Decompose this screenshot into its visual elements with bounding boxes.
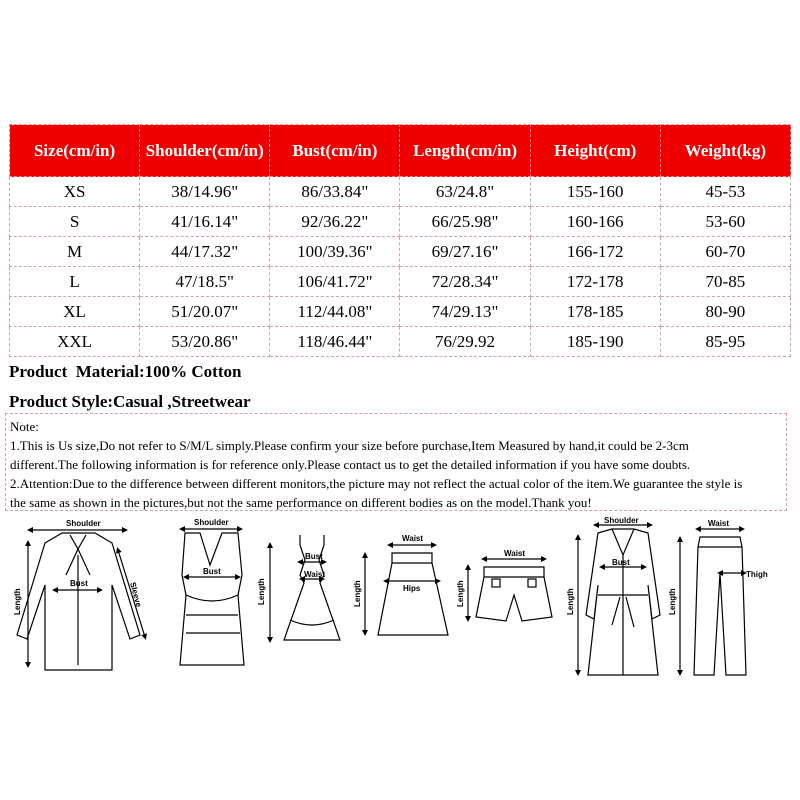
cell-length: 76/29.92 bbox=[400, 327, 530, 357]
cell-weight: 70-85 bbox=[660, 267, 790, 297]
cell-bust: 118/46.44" bbox=[270, 327, 400, 357]
table-header-row bbox=[10, 125, 791, 177]
cell-size: XL bbox=[10, 297, 140, 327]
cell-shoulder: 51/20.07" bbox=[140, 297, 270, 327]
cell-length: 72/28.34" bbox=[400, 267, 530, 297]
cell-size: M bbox=[10, 237, 140, 267]
pants-illustration bbox=[680, 529, 746, 675]
cell-weight: 45-53 bbox=[660, 177, 790, 207]
table-row bbox=[10, 327, 791, 357]
cell-height: 160-166 bbox=[530, 207, 660, 237]
cell-height: 166-172 bbox=[530, 237, 660, 267]
coat-illustration bbox=[578, 525, 660, 675]
vest-shoulder-label: Shoulder bbox=[194, 518, 229, 527]
header-height: Height(cm) bbox=[530, 125, 660, 177]
cell-shoulder: 53/20.86" bbox=[140, 327, 270, 357]
garment-diagrams bbox=[0, 515, 800, 685]
header-length: Length(cm/in) bbox=[400, 125, 530, 177]
header-weight: Weight(kg) bbox=[660, 125, 790, 177]
skirt-waist-label: Waist bbox=[402, 534, 424, 543]
size-chart-table bbox=[9, 124, 791, 357]
table-row bbox=[10, 177, 791, 207]
note-title: Note: bbox=[10, 419, 39, 434]
cell-bust: 100/39.36" bbox=[270, 237, 400, 267]
vest-illustration bbox=[180, 529, 244, 665]
table-row bbox=[10, 207, 791, 237]
cell-height: 185-190 bbox=[530, 327, 660, 357]
cell-size: L bbox=[10, 267, 140, 297]
note-line: 2.Attention:Due to the difference between different monitors,the picture may not reflect the actual color of the item.We guarantee the style is bbox=[10, 476, 743, 491]
note-line: different.The following information is for reference only.Please contact us to get the detailed information if you have some doubts. bbox=[10, 457, 691, 472]
cell-size: XXL bbox=[10, 327, 140, 357]
cell-size: XS bbox=[10, 177, 140, 207]
coat-shoulder-label: Shoulder bbox=[604, 516, 639, 525]
cell-shoulder: 44/17.32" bbox=[140, 237, 270, 267]
shorts-illustration bbox=[468, 559, 552, 621]
cell-weight: 60-70 bbox=[660, 237, 790, 267]
cell-length: 69/27.16" bbox=[400, 237, 530, 267]
shirt-illustration bbox=[17, 530, 145, 670]
vest-bust-label: Bust bbox=[203, 567, 221, 576]
pants-length-label: Length bbox=[668, 588, 677, 615]
header-shoulder: Shoulder(cm/in) bbox=[140, 125, 270, 177]
note-line: the same as shown in the pictures,but not the same performance on different bodies as on the model.Thank you! bbox=[10, 495, 592, 510]
shirt-shoulder-label: Shoulder bbox=[66, 519, 101, 528]
measurement-illustrations bbox=[0, 515, 800, 685]
dress-length-label: Length bbox=[257, 578, 266, 605]
table-row bbox=[10, 297, 791, 327]
product-style: Product Style:Casual ,Streetwear bbox=[9, 392, 251, 411]
shirt-sleeve-label: Sleeve bbox=[128, 581, 144, 609]
cell-bust: 86/33.84" bbox=[270, 177, 400, 207]
note-box bbox=[5, 413, 787, 511]
cell-bust: 106/41.72" bbox=[270, 267, 400, 297]
header-size: Size(cm/in) bbox=[10, 125, 140, 177]
note-line: 1.This is Us size,Do not refer to S/M/L simply.Please confirm your size before purchase,Item Measured by hand,it could be 2-3cm bbox=[10, 438, 689, 453]
cell-shoulder: 41/16.14" bbox=[140, 207, 270, 237]
cell-height: 178-185 bbox=[530, 297, 660, 327]
dress-bust-label: Bust bbox=[305, 552, 323, 561]
cell-height: 155-160 bbox=[530, 177, 660, 207]
cell-shoulder: 47/18.5" bbox=[140, 267, 270, 297]
pants-waist-label: Waist bbox=[708, 519, 730, 528]
header-bust: Bust(cm/in) bbox=[270, 125, 400, 177]
coat-length-label: Length bbox=[566, 588, 575, 615]
cell-length: 63/24.8" bbox=[400, 177, 530, 207]
cell-weight: 53-60 bbox=[660, 207, 790, 237]
cell-length: 66/25.98" bbox=[400, 207, 530, 237]
dress-waist-label: Waist bbox=[304, 570, 326, 579]
cell-bust: 112/44.08" bbox=[270, 297, 400, 327]
cell-bust: 92/36.22" bbox=[270, 207, 400, 237]
shorts-waist-label: Waist bbox=[504, 549, 526, 558]
shirt-length-label: Length bbox=[13, 588, 22, 615]
dress-illustration bbox=[270, 535, 340, 640]
shirt-bust-label: Bust bbox=[70, 579, 88, 588]
skirt-length-label: Length bbox=[353, 580, 362, 607]
cell-size: S bbox=[10, 207, 140, 237]
cell-weight: 85-95 bbox=[660, 327, 790, 357]
cell-length: 74/29.13" bbox=[400, 297, 530, 327]
table-row bbox=[10, 267, 791, 297]
skirt-hips-label: Hips bbox=[403, 584, 421, 593]
cell-weight: 80-90 bbox=[660, 297, 790, 327]
coat-bust-label: Bust bbox=[612, 558, 630, 567]
product-material: Product Material:100% Cotton bbox=[9, 362, 242, 381]
pants-thigh-label: Thigh bbox=[746, 570, 768, 579]
cell-height: 172-178 bbox=[530, 267, 660, 297]
shorts-length-label: Length bbox=[456, 580, 465, 607]
table-row bbox=[10, 237, 791, 267]
cell-shoulder: 38/14.96" bbox=[140, 177, 270, 207]
